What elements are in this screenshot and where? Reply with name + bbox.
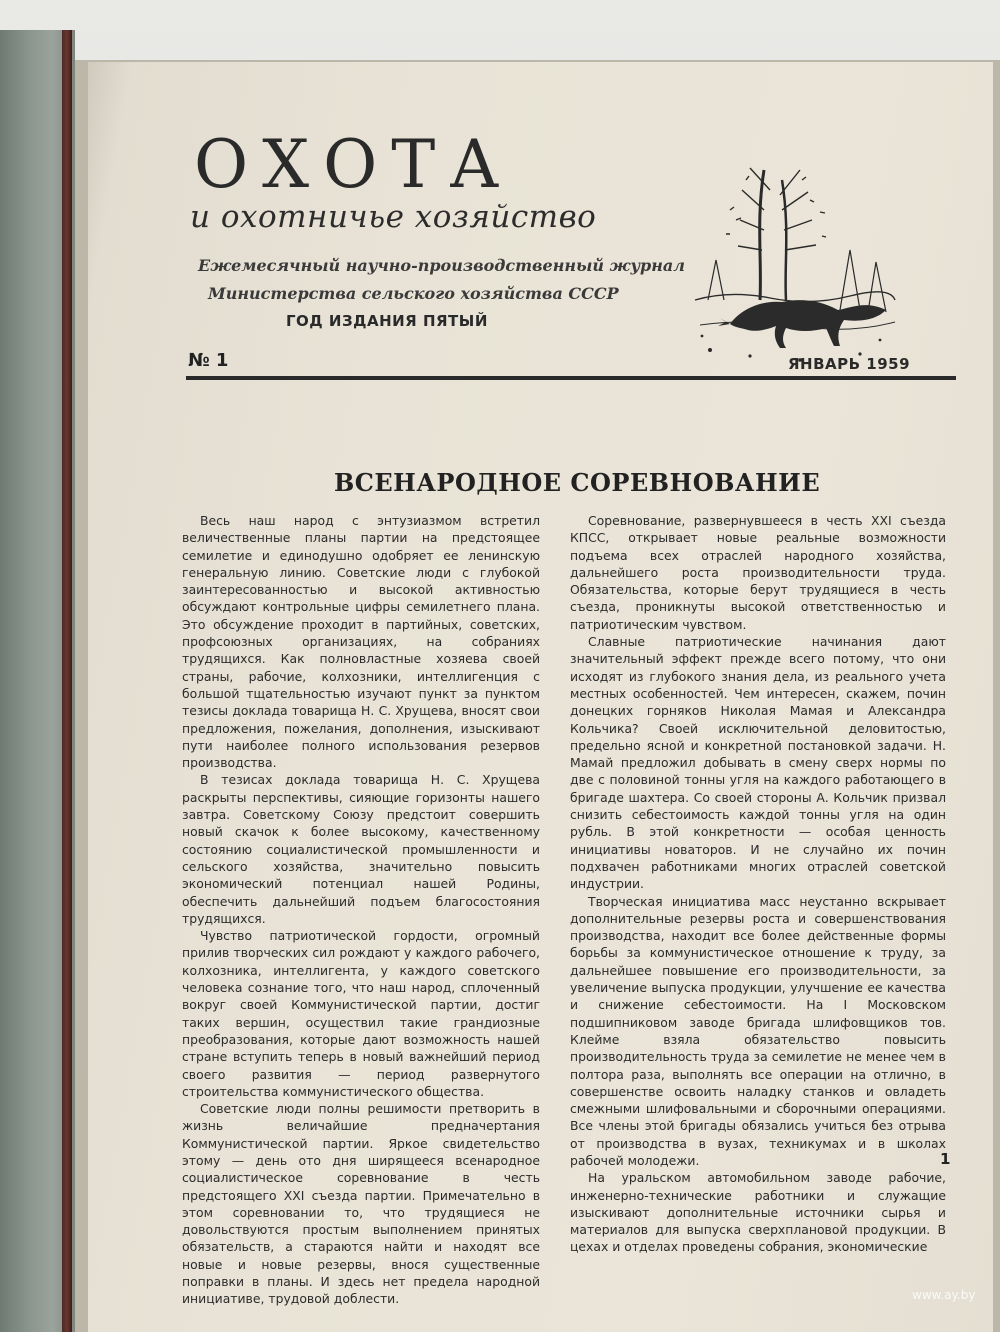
paragraph: В тезисах доклада товарища Н. С. Хрущева раскрыты перспективы, сияющие горизонты нашего завтра. Советскому Союзу предстоит совершить новый скачок к более высокому, качественному состоянию социалистической промышленности и сельского хозяйства, значительно повысить экономический потенциал нашей Родины, обеспечить дальнейший подъем благосостояния трудящихся. xyxy=(182,772,540,926)
paragraph: Чувство патриотической гордости, огромный прилив творческих сил рождают у каждого рабочего, колхозника, интеллигента, у каждого советского человека сознание того, что наш народ, сплоченный вокруг своей Коммунистической партии, достиг таких вершин, осуществил такие грандиозные преобразования, которые дают возможность нашей стране вступить теперь в новый важнейший период своего развития — период развернутого строительства коммунистического общества. xyxy=(182,928,540,1099)
magazine-title: ОХОТА xyxy=(194,126,514,203)
year-of-publication: ГОД ИЗДАНИЯ ПЯТЫЙ xyxy=(286,312,488,330)
article-column-left xyxy=(182,512,540,1308)
issue-number: № 1 xyxy=(188,350,229,371)
magazine-description-line1: Ежемесячный научно-производственный журнал xyxy=(198,256,685,275)
binding-edge xyxy=(62,30,72,1332)
watermark: www.ay.by xyxy=(912,1288,976,1302)
magazine-description-line2: Министерства сельского хозяйства СССР xyxy=(208,284,619,303)
article-column-right xyxy=(570,512,946,1256)
article-title: ВСЕНАРОДНОЕ СОРЕВНОВАНИЕ xyxy=(334,468,821,497)
issue-date: ЯНВАРЬ 1959 xyxy=(788,355,911,373)
fox-winter-illustration xyxy=(690,150,896,370)
header-rule xyxy=(186,376,956,380)
paragraph: Творческая инициатива масс неустанно вскрывает дополнительные резервы роста и совершенствования производства, находит все более действенные формы борьбы за коммунистическое отношение к труду, за дальнейшее повышение его производительности, за увеличение выпуска продукции, улучшение ее качества и снижение себестоимости. На I Московском подшипниковом заводе бригада шлифовщиков тов. Клейме взяла обязательство повысить производительность труда за семилетие не менее чем в полтора раза, выполнять все операции на отлично, в совершенстве освоить наладку станков и овладеть смежными шлифовальными и сборочными операциями. Все члены этой бригады обязались учиться без отрыва от производства в вузах, техникумах и в школах рабочей молодежи. xyxy=(570,893,946,1168)
paragraph: Славные патриотические начинания дают значительный эффект прежде всего потому, что они исходят из глубокого знания дела, из реального учета местных особенностей. Чем интересен, скажем, почин донецких горняков Николая Мамая и Александра Кольчика? Своей исключительной деловитостью, предельно ясной и конкретной постановкой задачи. Н. Мамай предложил добывать в смену сверх нормы по две с половиной тонны угля на каждого работающего в бригаде шахтера. Со своей стороны А. Кольчик призвал снизить себестоимость каждой тонны угля на один рубль. В этой конкретности — особая ценность инициативы новаторов. И не случайно их почин подхвачен работниками многих отраслей советской индустрии. xyxy=(570,634,946,892)
paragraph: На уральском автомобильном заводе рабочие, инженерно-технические работники и служащие изыскивают дополнительные источники сырья и материалов для выпуска сверхплановой продукции. В цехах и отделах проведены собрания, экономические xyxy=(570,1170,946,1255)
paragraph: Весь наш народ с энтузиазмом встретил величественные планы партии на предстоящее семилетие и единодушно одобряет ее ленинскую генеральную линию. Советские люди с глубокой заинтересованностью и высокой активностью обсуждают контрольные цифры семилетнего плана. Это обсуждение проходит в партийных, советских, профсоюзных организациях, на собраниях трудящихся. Как полновластные хозяева своей страны, рабочие, колхозники, интеллигенция с большой тщательностью изучают пункт за пунктом тезисы доклада товарища Н. С. Хрущева, вносят свои предложения, пожелания, дополнения, изыскивают пути наиболее полного использования резервов производства. xyxy=(182,513,540,771)
page-number: 1 xyxy=(940,1150,951,1168)
magazine-page xyxy=(88,62,993,1332)
paragraph: Советские люди полны решимости претворить в жизнь величайшие предначертания Коммунистической партии. Яркое свидетельство этому — день ото дня ширящееся всенародное социалистическое соревнование в честь предстоящего XXI съезда партии. Примечательно в этом соревновании то, что трудящиеся не довольствуются простым выполнением принятых обязательств, а стараются найти и находят все новые и новые резервы, внося существенные поправки в планы. И здесь нет предела народной инициативе, трудовой доблести. xyxy=(182,1101,540,1307)
magazine-subtitle: и охотничье хозяйство xyxy=(190,199,597,235)
paragraph: Соревнование, развернувшееся в честь XXI съезда КПСС, открывает новые реальные возможности подъема всех отраслей народного хозяйства, дальнейшего роста производительности труда. Обязательства, которые берут трудящиеся в честь съезда, проникнуты высокой ответственностью и патриотическим чувством. xyxy=(570,513,946,632)
